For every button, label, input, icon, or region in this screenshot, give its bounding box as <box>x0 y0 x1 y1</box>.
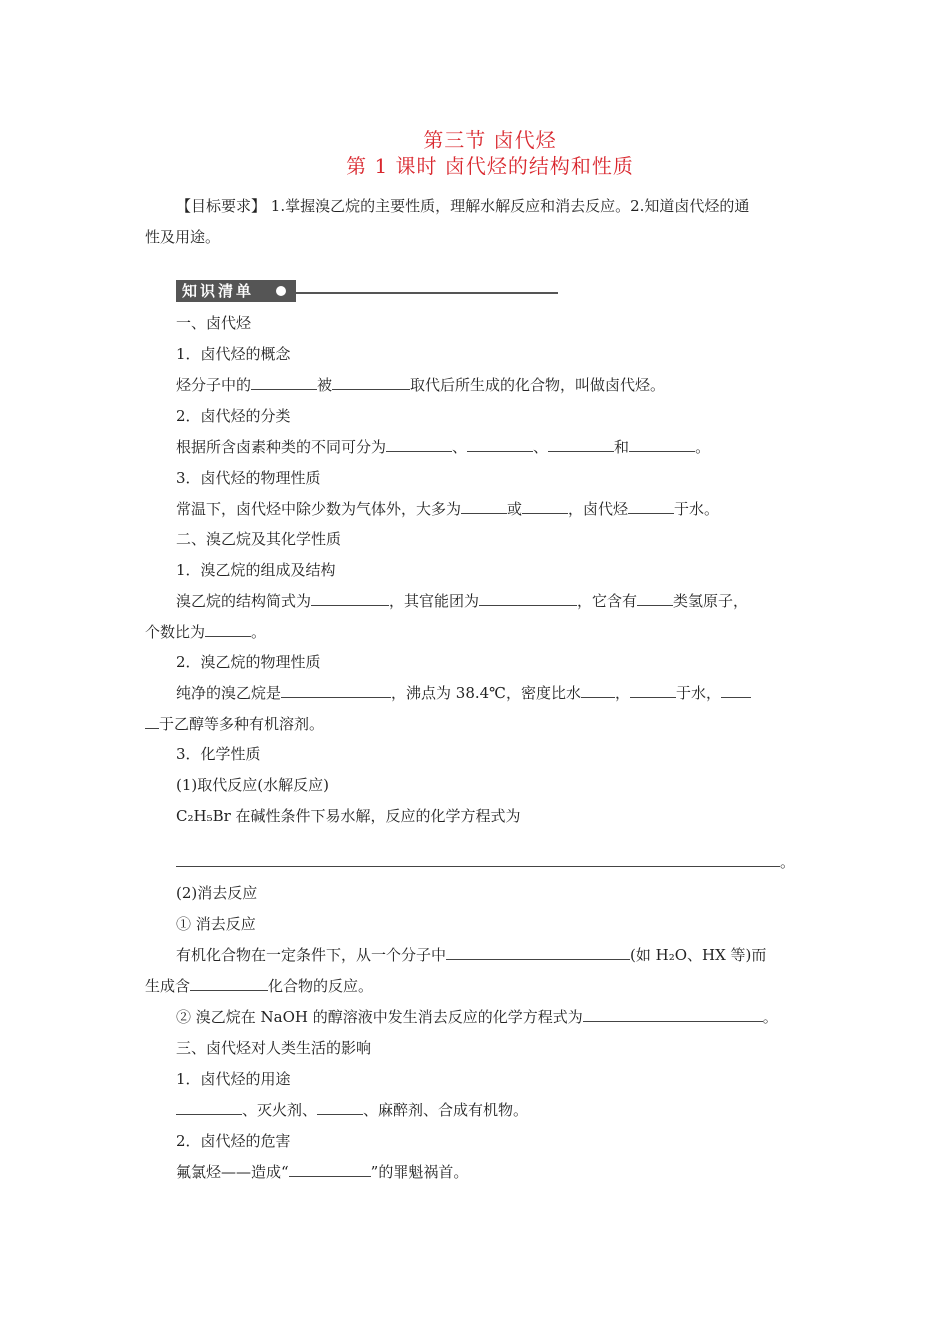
heading-hazards: 2．卤代烃的危害 <box>176 1132 291 1150</box>
text: 或 <box>507 500 523 518</box>
text: 纯净的溴乙烷是 <box>176 684 282 702</box>
text: ，卤代烃 <box>568 500 629 518</box>
text: 被 <box>317 376 333 394</box>
heading-elimination-definition: ① 消去反应 <box>176 915 256 933</box>
text: ② 溴乙烷在 NaOH 的醇溶液中发生消去反应的化学方程式为 <box>176 1008 583 1026</box>
fill-blank[interactable] <box>311 591 389 606</box>
bromoethane-physical-line-1 <box>176 683 846 703</box>
banner-dot-icon <box>276 286 286 296</box>
heading-bromoethane: 二、溴乙烷及其化学性质 <box>176 530 342 548</box>
text: 、 <box>452 438 468 456</box>
fill-blank[interactable] <box>628 499 674 514</box>
elimination-equation-line <box>176 1007 846 1027</box>
heading-classification: 2．卤代烃的分类 <box>176 407 291 425</box>
text: 烃分子中的 <box>176 376 252 394</box>
learning-goals-line-2: 性及用途。 <box>145 228 221 246</box>
fill-blank[interactable] <box>317 1100 363 1115</box>
heading-bromoethane-physical: 2．溴乙烷的物理性质 <box>176 653 321 671</box>
goal-label: 【目标要求】 <box>176 197 267 215</box>
learning-goals-line-1 <box>176 196 846 216</box>
text: 根据所含卤素种类的不同可分为 <box>176 438 387 456</box>
text: 取代后所生成的化合物，叫做卤代烃。 <box>410 376 666 394</box>
fill-blank[interactable] <box>461 499 507 514</box>
heading-elimination: (2)消去反应 <box>176 884 258 902</box>
text: ，其官能团为 <box>389 592 480 610</box>
fill-blank[interactable] <box>190 976 268 991</box>
heading-chemical-properties: 3．化学性质 <box>176 745 261 763</box>
text: 氟氯烃——造成“ <box>176 1163 289 1181</box>
fill-blank[interactable] <box>629 437 695 452</box>
text: 类氢原子， <box>673 592 749 610</box>
text: 有机化合物在一定条件下，从一个分子中 <box>176 946 447 964</box>
fill-blank[interactable] <box>479 591 577 606</box>
text: 。 <box>762 1008 778 1026</box>
fill-blank[interactable] <box>721 683 751 698</box>
fill-blank[interactable] <box>583 1007 763 1022</box>
physical-properties-line <box>176 499 846 519</box>
fill-blank[interactable] <box>281 683 391 698</box>
text: 。 <box>251 623 267 641</box>
text: 溴乙烷的结构简式为 <box>176 592 312 610</box>
fill-blank[interactable] <box>581 683 615 698</box>
heading-halohydrocarbon: 一、卤代烃 <box>176 314 252 332</box>
fill-blank[interactable] <box>289 1162 371 1177</box>
concept-line <box>176 375 846 395</box>
fill-blank[interactable] <box>548 437 614 452</box>
text: 。 <box>780 853 796 871</box>
fill-blank[interactable] <box>205 622 251 637</box>
text: 和 <box>614 438 630 456</box>
text: 、灭火剂、 <box>242 1101 318 1119</box>
fill-blank[interactable] <box>630 683 676 698</box>
heading-structure: 1．溴乙烷的组成及结构 <box>176 561 336 579</box>
heading-physical-properties: 3．卤代烃的物理性质 <box>176 469 321 487</box>
text: 于水， <box>675 684 721 702</box>
text: 于乙醇等多种有机溶剂。 <box>159 715 325 733</box>
text: 常温下，卤代烃中除少数为气体外，大多为 <box>176 500 462 518</box>
bromoethane-physical-line-2 <box>145 714 815 734</box>
structure-line-1 <box>176 591 846 611</box>
elimination-line-2 <box>145 976 815 996</box>
elimination-line-1 <box>176 945 846 965</box>
heading-concept: 1．卤代烃的概念 <box>176 345 291 363</box>
fill-blank[interactable] <box>637 591 673 606</box>
banner-divider <box>296 292 558 294</box>
fill-blank[interactable] <box>386 437 452 452</box>
fill-blank[interactable] <box>251 375 317 390</box>
heading-uses: 1．卤代烃的用途 <box>176 1070 291 1088</box>
heading-impact: 三、卤代烃对人类生活的影响 <box>176 1039 372 1057</box>
text: 、麻醉剂、合成有机物。 <box>363 1101 529 1119</box>
text: 于水。 <box>674 500 720 518</box>
text: ，沸点为 38.4℃，密度比水 <box>391 684 581 702</box>
heading-substitution: (1)取代反应(水解反应) <box>176 776 329 794</box>
text: 化合物的反应。 <box>268 977 374 995</box>
fill-blank[interactable] <box>522 499 568 514</box>
uses-line <box>176 1100 846 1120</box>
fill-blank[interactable] <box>176 1100 242 1115</box>
text: (如 H₂O、HX 等)而 <box>630 946 767 964</box>
text: ，它含有 <box>577 592 638 610</box>
classification-line <box>176 437 846 457</box>
text: 。 <box>695 438 711 456</box>
fill-blank[interactable] <box>446 945 630 960</box>
fill-blank[interactable] <box>467 437 533 452</box>
section-banner: 知识清单 <box>176 280 296 302</box>
text: ， <box>614 684 630 702</box>
fill-blank[interactable] <box>145 714 159 729</box>
hydrolysis-equation-line <box>176 852 846 872</box>
page-subtitle: 第 1 课时 卤代烃的结构和性质 <box>346 154 634 178</box>
page-title: 第三节 卤代烃 <box>423 128 557 152</box>
structure-line-2 <box>145 622 815 642</box>
text: 个数比为 <box>145 623 206 641</box>
goal-text: 1.掌握溴乙烷的主要性质，理解水解反应和消去反应。2.知道卤代烃的通 <box>266 197 750 215</box>
fill-blank[interactable] <box>176 852 780 867</box>
text: 生成含 <box>145 977 191 995</box>
text: ”的罪魁祸首。 <box>370 1163 469 1181</box>
hazards-line <box>176 1162 846 1182</box>
fill-blank[interactable] <box>332 375 410 390</box>
text: 、 <box>533 438 549 456</box>
hydrolysis-line: C₂H₅Br 在碱性条件下易水解，反应的化学方程式为 <box>176 807 521 825</box>
